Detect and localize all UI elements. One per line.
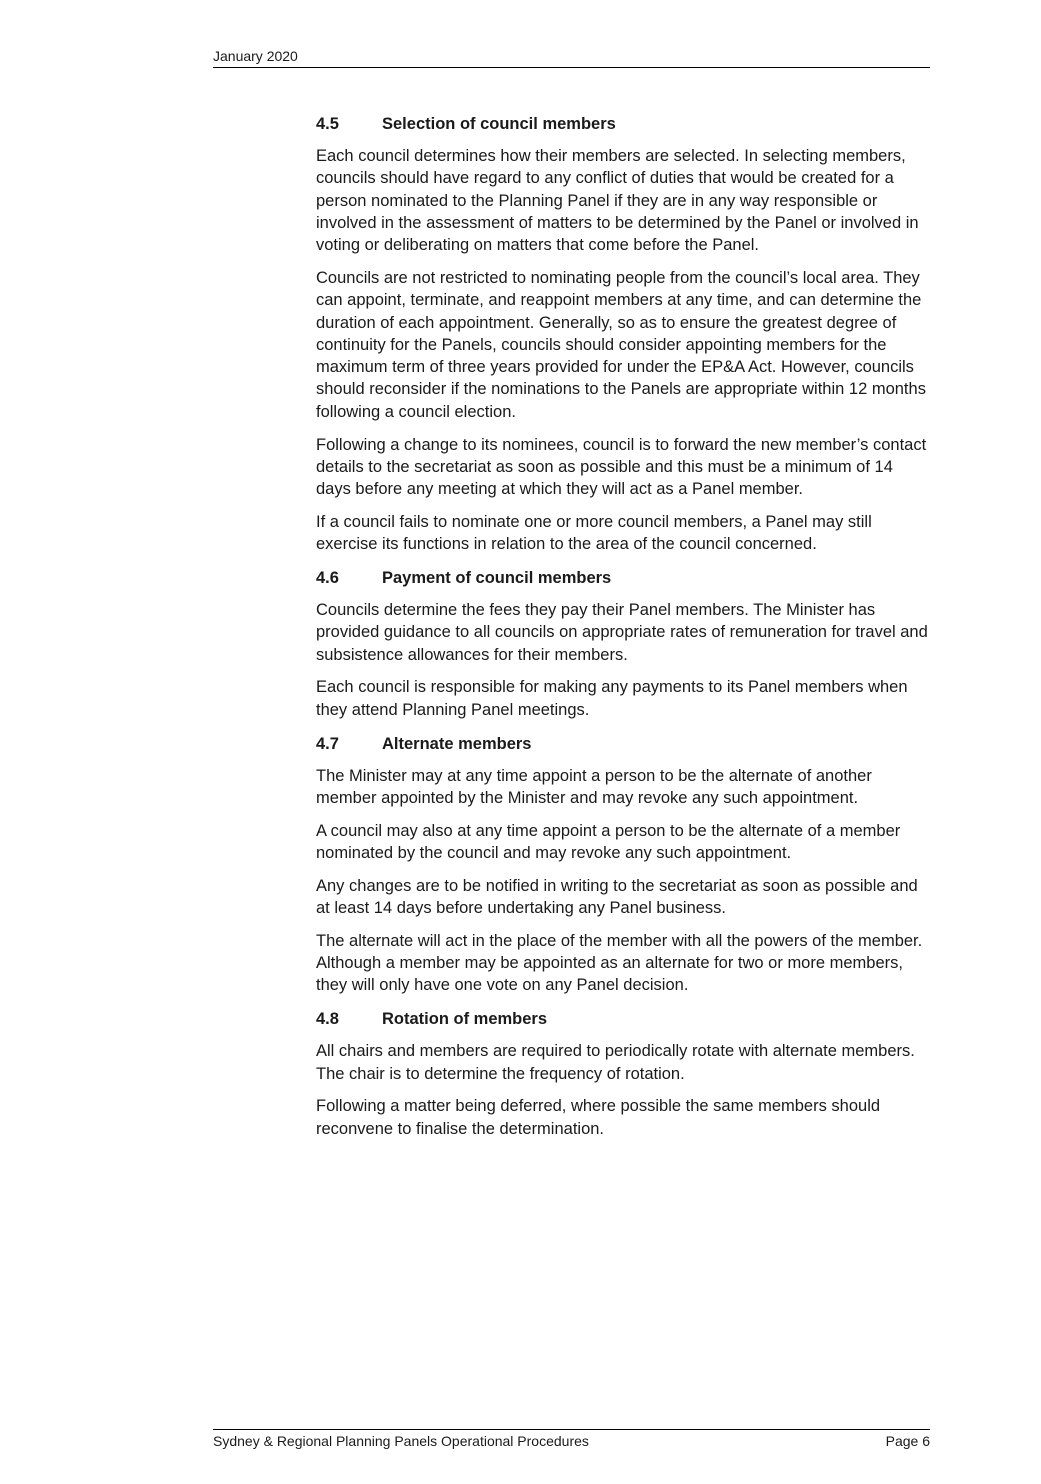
section-title: Alternate members	[382, 734, 532, 753]
paragraph: Councils are not restricted to nominating people from the council’s local area. They can appoint, terminate, and reappoint members at any time, and can determine the duration of each appointment. Generally, so as to ensure the greatest degree of continuity for the Panels, councils should consider appointing members for the maximum term of three years provided for under the EP&A Act. However, councils should reconsider if the nominations to the Panels are appropriate within 12 months following a council election.	[316, 268, 926, 421]
paragraph: Councils determine the fees they pay their Panel members. The Minister has provided guidance to all councils on appropriate rates of remuneration for travel and subsistence allowances for their members.	[316, 601, 928, 664]
paragraph: All chairs and members are required to periodically rotate with alternate members. The chair is to determine the frequency of rotation.	[316, 1042, 915, 1083]
page-number: Page 6	[885, 1433, 930, 1449]
section-number: 4.6	[316, 569, 339, 588]
page-footer	[213, 1429, 930, 1449]
section-title: Payment of council members	[382, 569, 612, 588]
section-heading	[316, 566, 930, 590]
page-header	[213, 48, 930, 68]
paragraph: A council may also at any time appoint a person to be the alternate of a member nominated by the council and may revoke any such appointment.	[316, 821, 901, 862]
header-date: January 2020	[213, 48, 298, 64]
paragraph: The Minister may at any time appoint a person to be the alternate of another member appointed by the Minister and may revoke any such appointment.	[316, 766, 872, 807]
section-4-5	[316, 112, 930, 556]
paragraph: Following a matter being deferred, where possible the same members should reconvene to finalise the determination.	[316, 1097, 881, 1138]
section-4-8	[316, 1007, 930, 1140]
paragraph: Each council is responsible for making any payments to its Panel members when they attend Planning Panel meetings.	[316, 678, 908, 719]
paragraph: Each council determines how their members are selected. In selecting members, councils should have regard to any conflict of duties that would be created for a person nominated to the Planning Panel if they are in any way responsible or involved in the assessment of matters to be determined by the Panel or involved in voting or deliberating on matters that come before the Panel.	[316, 147, 919, 255]
document-body	[316, 112, 930, 1150]
section-4-6	[316, 566, 930, 721]
section-4-7	[316, 732, 930, 997]
section-number: 4.8	[316, 1010, 339, 1029]
footer-title: Sydney & Regional Planning Panels Operational Procedures	[213, 1433, 589, 1449]
paragraph: If a council fails to nominate one or more council members, a Panel may still exercise its functions in relation to the area of the council concerned.	[316, 512, 872, 554]
paragraph: Following a change to its nominees, council is to forward the new member’s contact details to the secretariat as soon as possible and this must be a minimum of 14 days before any meeting at which they will act as a Panel member.	[316, 435, 927, 499]
section-title: Selection of council members	[382, 115, 616, 133]
section-heading	[316, 112, 930, 136]
section-number: 4.5	[316, 115, 339, 133]
section-number: 4.7	[316, 734, 339, 753]
paragraph: The alternate will act in the place of the member with all the powers of the member. Although a member may be appointed as an alternate for two or more members, they will only have one vote on any Panel decision.	[316, 931, 923, 995]
section-heading	[316, 732, 930, 756]
section-heading	[316, 1007, 930, 1031]
paragraph: Any changes are to be notified in writing to the secretariat as soon as possible and at least 14 days before undertaking any Panel business.	[316, 876, 918, 918]
section-title: Rotation of members	[382, 1010, 548, 1029]
